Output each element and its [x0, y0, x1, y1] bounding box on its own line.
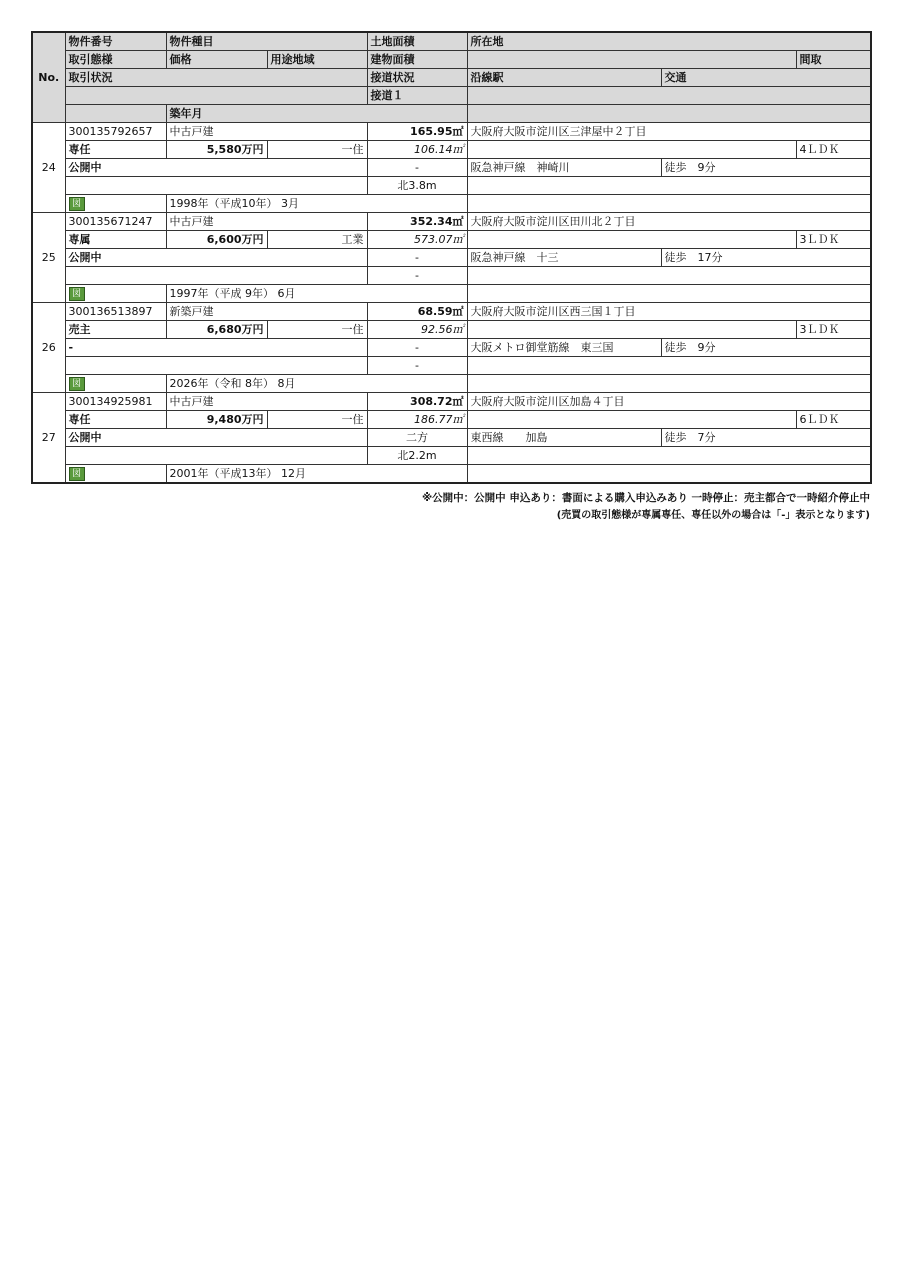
header-chiku: 築年月: [166, 105, 467, 123]
kotsu: 徒歩 9分: [661, 159, 871, 177]
tochi-menseki: 68.59㎡: [367, 303, 467, 321]
blank-cell: [65, 267, 367, 285]
shozaichi: 大阪府大阪市淀川区加島４丁目: [467, 393, 871, 411]
shumoku: 中古戸建: [166, 213, 367, 231]
listing-row-5: [32, 195, 871, 213]
yoto-chiiki: 一住: [267, 141, 367, 159]
header-shozai: 所在地: [467, 32, 871, 51]
header-row-3: [32, 69, 871, 87]
ensen-eki: 阪急神戸線 十三: [467, 249, 661, 267]
header-setsudo1: 接道１: [367, 87, 467, 105]
ensen-eki: 阪急神戸線 神崎川: [467, 159, 661, 177]
blank-cell: [467, 465, 871, 484]
shozaichi: 大阪府大阪市淀川区西三国１丁目: [467, 303, 871, 321]
torihiki-jokyo: 公開中: [65, 429, 367, 447]
chiku-nengetsu: 2001年（平成13年） 12月: [166, 465, 467, 484]
header-blank-4b: [467, 87, 871, 105]
header-kotsu: 交通: [661, 69, 871, 87]
header-jokyo: 取引状況: [65, 69, 367, 87]
property-list-table: [31, 31, 872, 484]
kotsu: 徒歩 17分: [661, 249, 871, 267]
yoto-chiiki: 一住: [267, 411, 367, 429]
setsudo-jokyo: -: [367, 159, 467, 177]
zumen-cell: [65, 465, 166, 484]
header-kakaku: 価格: [166, 51, 267, 69]
shumoku: 中古戸建: [166, 393, 367, 411]
listing-no: 24: [32, 123, 65, 213]
setsudo-1: 北2.2m: [367, 447, 467, 465]
header-blank-4: [65, 87, 367, 105]
madori: 3ＬＤＫ: [796, 231, 871, 249]
ensen-eki: 大阪メトロ御堂筋線 東三国: [467, 339, 661, 357]
blank-cell: [467, 375, 871, 393]
torihiki-jokyo: 公開中: [65, 159, 367, 177]
setsudo-jokyo: -: [367, 249, 467, 267]
blank-cell: [65, 447, 367, 465]
tatemono-menseki: 106.14㎡: [367, 141, 467, 159]
tochi-menseki: 308.72㎡: [367, 393, 467, 411]
header-no: No.: [32, 32, 65, 123]
header-tatemono: 建物面積: [367, 51, 467, 69]
listing-row-3: [32, 339, 871, 357]
note-torihiki: (売買の取引態様が専属専任、専任以外の場合は「-」表示となります): [556, 510, 870, 521]
blank-cell: [467, 141, 796, 159]
header-shumoku: 物件種目: [166, 32, 367, 51]
listing-row-1: [32, 393, 871, 411]
listing-row-2: [32, 411, 871, 429]
listing-row-1: [32, 123, 871, 141]
listing-no: 25: [32, 213, 65, 303]
blank-cell: [65, 357, 367, 375]
tatemono-menseki: 186.77㎡: [367, 411, 467, 429]
setsudo-1: -: [367, 267, 467, 285]
header-blank-5b: [467, 105, 871, 123]
blank-cell: [467, 231, 796, 249]
header-row-2: [32, 51, 871, 69]
shumoku: 新築戸建: [166, 303, 367, 321]
blank-cell: [467, 195, 871, 213]
madori: 4ＬＤＫ: [796, 141, 871, 159]
chiku-nengetsu: 1997年（平成 9年） 6月: [166, 285, 467, 303]
listing-row-4: [32, 267, 871, 285]
listing-row-1: [32, 303, 871, 321]
header-row-1: [32, 32, 871, 51]
setsudo-1: -: [367, 357, 467, 375]
listing-row-1: [32, 213, 871, 231]
listing-row-2: [32, 141, 871, 159]
torihiki-taiyo: 専属: [65, 231, 166, 249]
blank-cell: [467, 447, 871, 465]
header-torihiki: 取引態様: [65, 51, 166, 69]
setsudo-1: 北3.8m: [367, 177, 467, 195]
madori: 6ＬＤＫ: [796, 411, 871, 429]
yoto-chiiki: 工業: [267, 231, 367, 249]
bukken-no[interactable]: 300134925981: [65, 393, 166, 411]
floorplan-icon[interactable]: 図: [69, 197, 85, 211]
blank-cell: [467, 321, 796, 339]
blank-cell: [467, 357, 871, 375]
listing-row-2: [32, 231, 871, 249]
listing-row-4: [32, 357, 871, 375]
bukken-no[interactable]: 300135671247: [65, 213, 166, 231]
tatemono-menseki: 92.56㎡: [367, 321, 467, 339]
header-tochi: 土地面積: [367, 32, 467, 51]
listing-row-4: [32, 177, 871, 195]
shozaichi: 大阪府大阪市淀川区田川北２丁目: [467, 213, 871, 231]
blank-cell: [467, 411, 796, 429]
kotsu: 徒歩 7分: [661, 429, 871, 447]
tochi-menseki: 165.95㎡: [367, 123, 467, 141]
torihiki-taiyo: 専任: [65, 141, 166, 159]
setsudo-jokyo: -: [367, 339, 467, 357]
listing-row-2: [32, 321, 871, 339]
listing-row-5: [32, 465, 871, 484]
bukken-no[interactable]: 300136513897: [65, 303, 166, 321]
torihiki-taiyo: 売主: [65, 321, 166, 339]
bukken-no[interactable]: 300135792657: [65, 123, 166, 141]
blank-cell: [467, 267, 871, 285]
note-status: ※公開中：公開中 申込あり：書面による購入申込みあり 一時停止：売主都合で一時紹介停止中: [421, 492, 870, 504]
kakaku: 5,580万円: [166, 141, 267, 159]
listing-no: 26: [32, 303, 65, 393]
torihiki-jokyo: 公開中: [65, 249, 367, 267]
listing-row-4: [32, 447, 871, 465]
listing-row-3: [32, 159, 871, 177]
header-setsudo: 接道状況: [367, 69, 467, 87]
tochi-menseki: 352.34㎡: [367, 213, 467, 231]
kakaku: 6,680万円: [166, 321, 267, 339]
header-row-4: [32, 87, 871, 105]
torihiki-taiyo: 専任: [65, 411, 166, 429]
header-blank-5a: [65, 105, 166, 123]
madori: 3ＬＤＫ: [796, 321, 871, 339]
zumen-cell: [65, 375, 166, 393]
floorplan-icon[interactable]: 図: [69, 467, 85, 481]
ensen-eki: 東西線 加島: [467, 429, 661, 447]
setsudo-jokyo: 二方: [367, 429, 467, 447]
listing-row-3: [32, 249, 871, 267]
zumen-cell: [65, 285, 166, 303]
shozaichi: 大阪府大阪市淀川区三津屋中２丁目: [467, 123, 871, 141]
floorplan-icon[interactable]: 図: [69, 287, 85, 301]
zumen-cell: [65, 195, 166, 213]
blank-cell: [467, 285, 871, 303]
header-yoto: 用途地域: [267, 51, 367, 69]
torihiki-jokyo: -: [65, 339, 367, 357]
yoto-chiiki: 一住: [267, 321, 367, 339]
header-row-5: [32, 105, 871, 123]
chiku-nengetsu: 2026年（令和 8年） 8月: [166, 375, 467, 393]
listing-no: 27: [32, 393, 65, 484]
header-bukken-no: 物件番号: [65, 32, 166, 51]
floorplan-icon[interactable]: 図: [69, 377, 85, 391]
header-ensen: 沿線駅: [467, 69, 661, 87]
tatemono-menseki: 573.07㎡: [367, 231, 467, 249]
listing-row-5: [32, 375, 871, 393]
blank-cell: [65, 177, 367, 195]
kakaku: 6,600万円: [166, 231, 267, 249]
kakaku: 9,480万円: [166, 411, 267, 429]
shumoku: 中古戸建: [166, 123, 367, 141]
header-madori: 間取: [796, 51, 871, 69]
listing-row-5: [32, 285, 871, 303]
blank-cell: [467, 177, 871, 195]
kotsu: 徒歩 9分: [661, 339, 871, 357]
listing-row-3: [32, 429, 871, 447]
header-blank: [467, 51, 796, 69]
chiku-nengetsu: 1998年（平成10年） 3月: [166, 195, 467, 213]
